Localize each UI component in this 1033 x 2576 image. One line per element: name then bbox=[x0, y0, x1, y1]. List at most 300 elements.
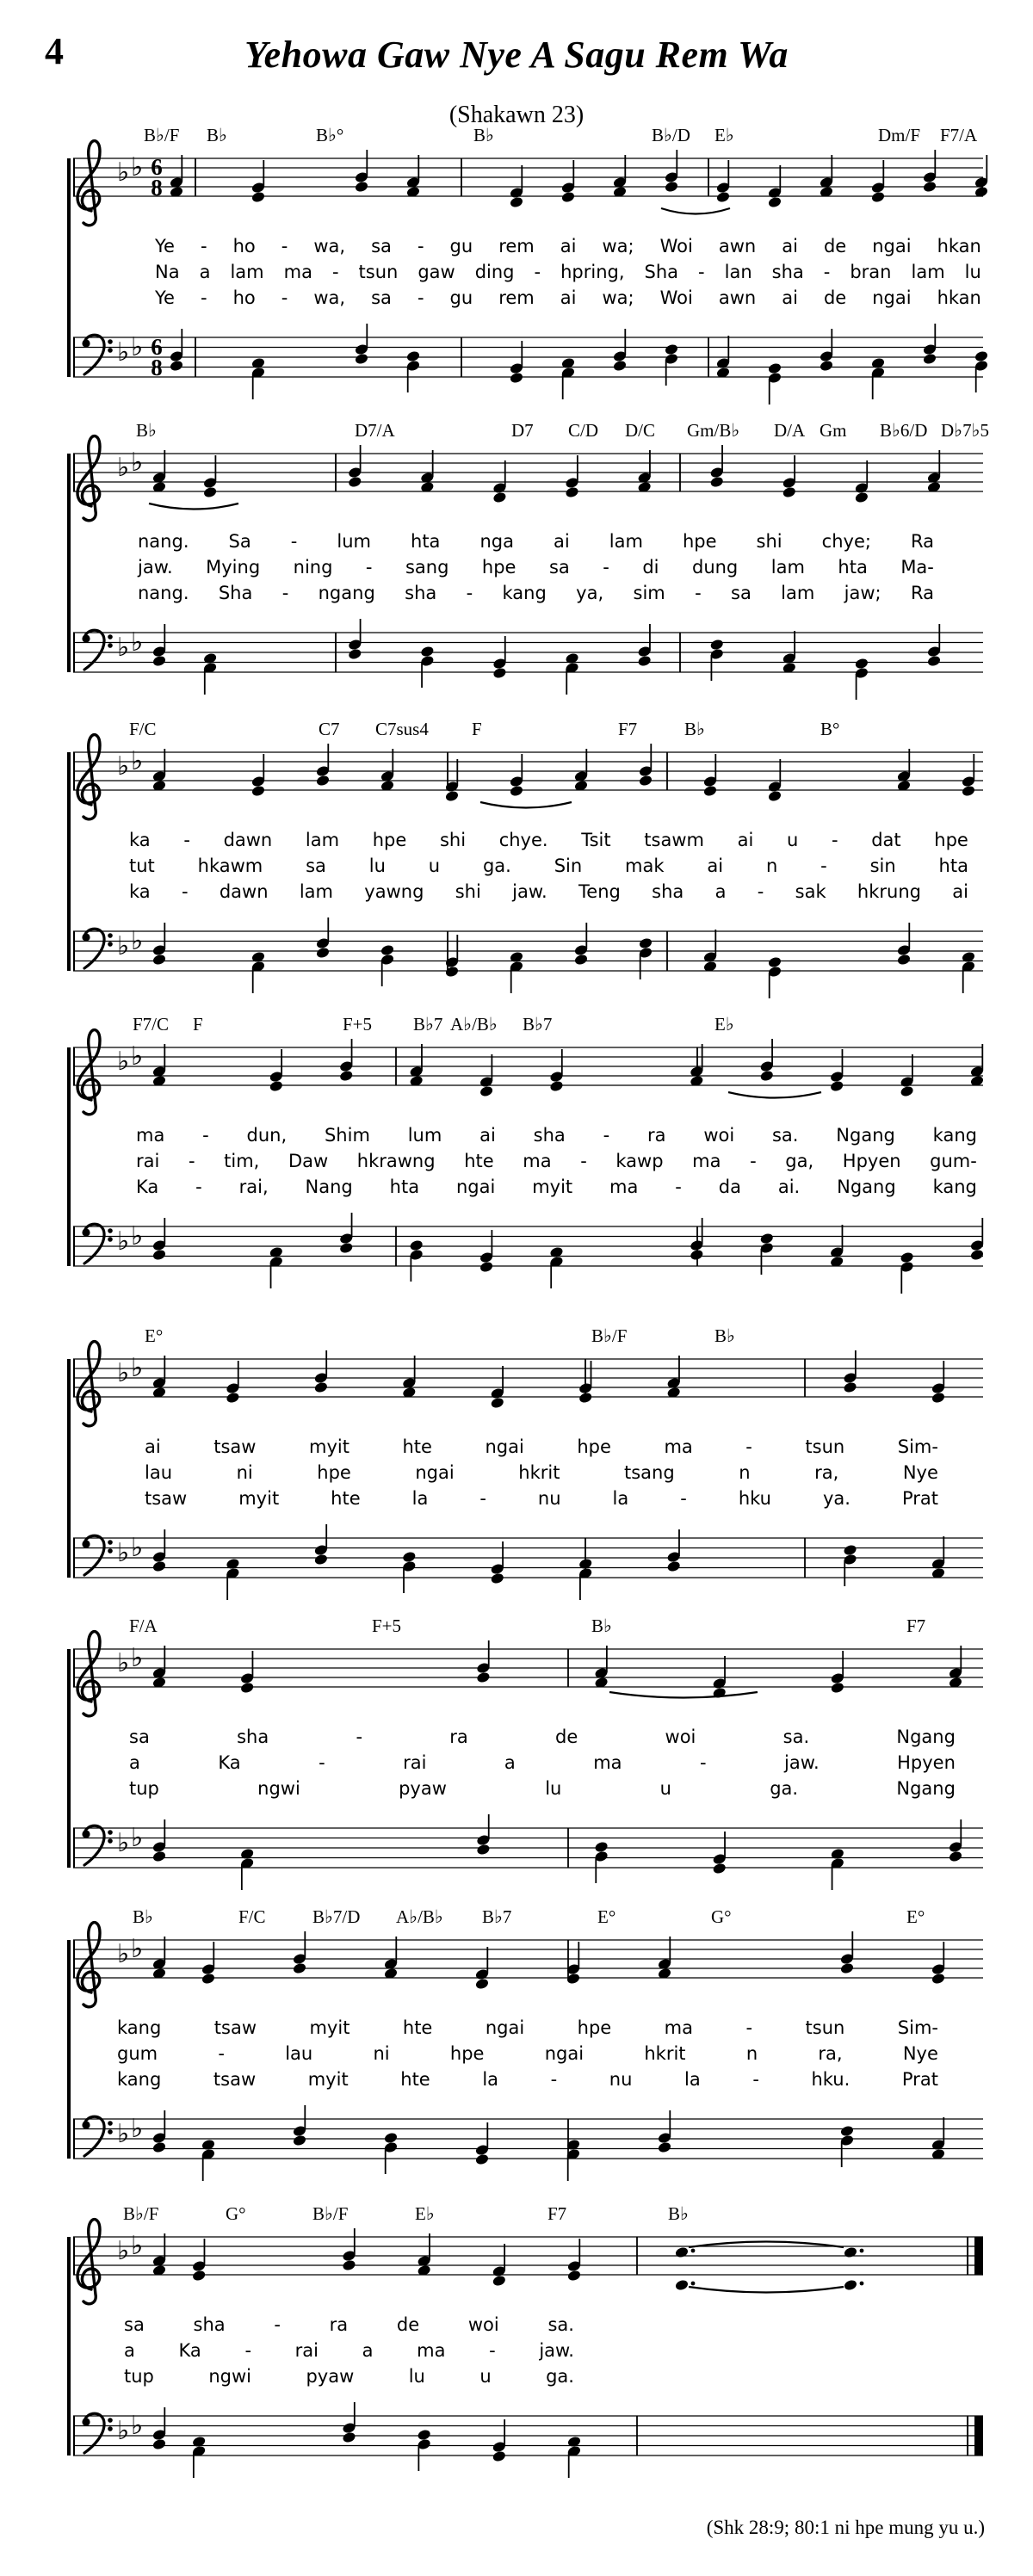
lyric-syllable: hte bbox=[331, 1488, 361, 1509]
note-head bbox=[926, 655, 941, 668]
lyric-syllable: Ka bbox=[178, 2340, 201, 2361]
note-head bbox=[409, 1239, 424, 1252]
flat-sign-icon: ♭ bbox=[131, 1643, 144, 1673]
note-head bbox=[819, 360, 833, 373]
lyric-syllable: lam bbox=[770, 557, 805, 578]
lyric-syllable: chye. bbox=[498, 830, 548, 850]
note-head bbox=[354, 353, 368, 366]
lyric-syllable: ai bbox=[952, 881, 968, 902]
treble-staff bbox=[0, 1916, 1033, 2028]
notes bbox=[152, 1524, 945, 1600]
flat-sign-icon: ♭ bbox=[117, 1939, 130, 1969]
flat-sign-icon: ♭ bbox=[131, 926, 144, 956]
note-head bbox=[492, 2450, 506, 2463]
augmentation-dot bbox=[691, 2282, 696, 2286]
flat-sign-icon: ♭ bbox=[131, 2231, 144, 2261]
note-head bbox=[292, 2134, 306, 2147]
lyric-syllable: ra, bbox=[818, 2043, 843, 2064]
flat-sign-icon: ♭ bbox=[117, 751, 130, 781]
note-head bbox=[152, 1249, 166, 1262]
lyric-syllable: tim, bbox=[224, 1151, 260, 1171]
lyric-syllable: lam bbox=[305, 830, 340, 850]
lyric-syllable: Shim bbox=[324, 1125, 370, 1146]
lyric-syllable: lan bbox=[724, 262, 752, 282]
lyric-syllable: tsang bbox=[624, 1462, 675, 1483]
lyric-syllable: myit bbox=[307, 2069, 349, 2090]
time-signature bbox=[151, 154, 163, 201]
lyric-syllable: woi bbox=[703, 1125, 735, 1146]
lyric-syllable: hkawm bbox=[197, 856, 263, 876]
treble-clef-icon bbox=[77, 141, 100, 225]
lyrics-line-3 bbox=[155, 287, 981, 309]
chord-symbol: F bbox=[472, 719, 482, 739]
lyric-syllable: wa; bbox=[602, 287, 634, 308]
note-head bbox=[509, 372, 523, 385]
note-head bbox=[492, 2275, 506, 2288]
lyric-syllable: lam bbox=[781, 583, 815, 603]
lyric-syllable: ga. bbox=[482, 856, 511, 876]
key-signature-flats bbox=[117, 152, 143, 188]
bass-clef-dot bbox=[108, 1237, 113, 1242]
lyric-syllable: de bbox=[555, 1727, 578, 1747]
lyrics-line-3 bbox=[145, 1487, 938, 1510]
lyric-syllable: hta bbox=[938, 856, 968, 876]
treble-clef-icon bbox=[77, 2220, 100, 2304]
final-barline-thick bbox=[974, 2416, 983, 2456]
syllable-hyphen: - bbox=[745, 2017, 753, 2038]
lyric-syllable: Sim- bbox=[897, 1436, 938, 1457]
note-head bbox=[479, 1085, 494, 1098]
bass-clef-dot bbox=[108, 2121, 113, 2126]
note-head bbox=[383, 2132, 398, 2145]
lyric-syllable: ra bbox=[449, 1727, 468, 1747]
lyric-syllable: a bbox=[199, 262, 211, 282]
lyric-syllable: ngwi bbox=[208, 2366, 251, 2387]
lyric-syllable: jaw. bbox=[138, 557, 173, 578]
note-head bbox=[417, 2429, 431, 2442]
lyrics-line-2 bbox=[117, 2042, 938, 2065]
lyric-syllable: ngai bbox=[872, 287, 912, 308]
lyric-syllable: hku. bbox=[811, 2069, 851, 2090]
lyric-syllable: ma bbox=[417, 2340, 446, 2361]
chord-symbol: E♭ bbox=[714, 125, 734, 145]
staff-lines bbox=[73, 1226, 983, 1266]
lyric-syllable: sa bbox=[731, 583, 752, 603]
lyric-syllable: hta bbox=[838, 557, 868, 578]
chord-symbol: F7/C bbox=[133, 1014, 170, 1035]
lyric-syllable: ning bbox=[293, 557, 333, 578]
lyric-syllable: rai bbox=[136, 1151, 160, 1171]
lyric-syllable: hpe bbox=[577, 2017, 612, 2038]
lyric-syllable: Na bbox=[155, 262, 180, 282]
lyric-syllable: tsaw bbox=[213, 2069, 257, 2090]
note-head bbox=[709, 476, 724, 489]
chord-symbol: F/A bbox=[129, 1615, 158, 1636]
flat-sign-icon: ♭ bbox=[117, 1047, 130, 1077]
note-head bbox=[854, 491, 869, 504]
chord-symbol: F7/A bbox=[940, 125, 978, 145]
lyric-syllable: gum- bbox=[930, 1151, 977, 1171]
bass-clef-blob bbox=[82, 1540, 90, 1547]
lyric-syllable: n bbox=[739, 1462, 751, 1483]
lyric-syllable: sha bbox=[193, 2314, 226, 2335]
note-head bbox=[476, 1671, 491, 1684]
treble-clef-path bbox=[77, 1632, 100, 1716]
bass-clef-dot bbox=[108, 339, 113, 344]
note-head bbox=[342, 2259, 356, 2272]
lyric-syllable: ho bbox=[232, 236, 256, 256]
note-head bbox=[476, 1844, 491, 1856]
final-barline-thick bbox=[974, 2237, 983, 2275]
note-head bbox=[767, 196, 782, 209]
bass-clef-icon bbox=[82, 929, 112, 968]
flat-sign-icon: ♭ bbox=[117, 931, 130, 961]
bass-staff bbox=[0, 619, 1033, 720]
lyric-syllable: ni bbox=[236, 1462, 253, 1483]
lyric-syllable: hkrit bbox=[644, 2043, 686, 2064]
lyric-syllable: ma bbox=[664, 1436, 693, 1457]
lyrics-line-1 bbox=[136, 1124, 977, 1146]
lyric-syllable: da bbox=[718, 1177, 741, 1197]
lyric-syllable: myit bbox=[238, 1488, 280, 1509]
note-head bbox=[152, 954, 166, 967]
chord-symbol: C/D bbox=[568, 420, 599, 441]
lyric-syllable: lum bbox=[407, 1125, 442, 1146]
lyric-syllable: myit bbox=[309, 2017, 350, 2038]
lyrics-line-3 bbox=[129, 880, 968, 903]
lyrics-line-3 bbox=[138, 582, 934, 604]
bass-staff bbox=[0, 324, 1033, 425]
lyric-syllable: tsun bbox=[805, 2017, 845, 2038]
note-head bbox=[354, 181, 368, 194]
lyric-syllable: tut bbox=[129, 856, 155, 876]
lyric-syllable: Prat bbox=[901, 2069, 938, 2090]
chord-symbol: F7 bbox=[906, 1615, 926, 1636]
flat-sign-icon: ♭ bbox=[117, 2236, 130, 2266]
bass-staff bbox=[0, 1524, 1033, 1626]
note-head bbox=[969, 1249, 984, 1262]
lyric-syllable: pyaw bbox=[306, 2366, 355, 2387]
bass-clef-dot bbox=[108, 643, 113, 648]
note-head bbox=[830, 1682, 844, 1695]
lyric-syllable: sa bbox=[371, 236, 392, 256]
chord-symbol: B♭ bbox=[207, 125, 227, 145]
bass-clef-icon bbox=[82, 1535, 112, 1575]
lyric-syllable: hte bbox=[402, 1436, 432, 1457]
bass-staff bbox=[0, 2105, 1033, 2207]
lyric-syllable: ma bbox=[692, 1151, 721, 1171]
chord-symbol: B♭/F bbox=[123, 2203, 159, 2224]
lyric-syllable: mak bbox=[625, 856, 665, 876]
note-head bbox=[348, 476, 362, 489]
chord-symbol: B♭ bbox=[714, 1325, 735, 1346]
lyric-syllable: ho bbox=[232, 287, 256, 308]
note-head bbox=[839, 2125, 854, 2138]
bass-clef-blob bbox=[82, 2418, 90, 2425]
syllable-hyphen: - bbox=[274, 2314, 281, 2335]
bass-clef-dot bbox=[108, 942, 113, 947]
lyric-syllable: Hpyen bbox=[842, 1151, 901, 1171]
lyric-syllable: ai bbox=[145, 1436, 161, 1457]
lyric-syllable: lau bbox=[145, 1462, 173, 1483]
lyric-syllable: sa bbox=[129, 1727, 150, 1747]
lyric-syllable: ma bbox=[609, 1177, 639, 1197]
lyric-syllable: kang bbox=[932, 1125, 977, 1146]
bass-clef-blob bbox=[82, 1830, 90, 1838]
system-5 bbox=[0, 1326, 1033, 1619]
lyric-syllable: ni bbox=[373, 2043, 390, 2064]
note-head bbox=[900, 1085, 914, 1098]
lyrics-line-3 bbox=[124, 2365, 574, 2388]
bass-clef-dot bbox=[108, 2418, 113, 2423]
syllable-hyphen: - bbox=[281, 583, 289, 603]
lyric-syllable: tsaw bbox=[213, 2017, 257, 2038]
lyric-syllable: Nye bbox=[902, 2043, 938, 2064]
bass-clef-icon bbox=[82, 2116, 112, 2156]
syllable-hyphen: - bbox=[417, 236, 424, 256]
lyric-syllable: nu bbox=[537, 1488, 561, 1509]
lyric-syllable: woi bbox=[665, 1727, 696, 1747]
treble-clef-icon bbox=[77, 1923, 100, 2007]
lyric-syllable: hpe bbox=[577, 1436, 611, 1457]
lyric-syllable: Teng bbox=[578, 881, 621, 902]
lyric-syllable: jaw; bbox=[844, 583, 881, 603]
lyric-syllable: kawp bbox=[615, 1151, 664, 1171]
chord-symbol: B♭/F bbox=[144, 125, 180, 145]
lyric-syllable: Woi bbox=[659, 236, 693, 256]
syllable-hyphen: - bbox=[200, 287, 207, 308]
syllable-hyphen: - bbox=[680, 1488, 687, 1509]
system-6 bbox=[0, 1616, 1033, 1909]
note-head bbox=[715, 191, 730, 204]
lyric-syllable: sha bbox=[237, 1727, 269, 1747]
note-head bbox=[759, 1232, 774, 1245]
lyric-syllable: tsun bbox=[805, 1436, 845, 1457]
syllable-hyphen: - bbox=[356, 1727, 363, 1747]
note-head bbox=[152, 655, 166, 668]
lyric-syllable: ka bbox=[129, 881, 151, 902]
lyric-syllable: hpe bbox=[449, 2043, 485, 2064]
lyric-syllable: hkrawng bbox=[356, 1151, 436, 1171]
note-head bbox=[201, 1973, 215, 1986]
lyric-syllable: bran bbox=[850, 262, 892, 282]
bass-clef-dot bbox=[108, 1838, 113, 1844]
system-3 bbox=[0, 720, 1033, 1012]
chord-symbol: F+5 bbox=[343, 1014, 373, 1035]
lyric-syllable: tsaw bbox=[145, 1488, 188, 1509]
page-number: 4 bbox=[45, 30, 64, 72]
note-head bbox=[870, 191, 885, 204]
lyric-syllable: Prat bbox=[901, 1488, 938, 1509]
treble-staff bbox=[0, 134, 1033, 246]
lyric-syllable: Nye bbox=[902, 1462, 938, 1483]
note-head bbox=[759, 1070, 774, 1083]
chord-symbol: B♭/F bbox=[591, 1325, 628, 1346]
syllable-hyphen: - bbox=[752, 2069, 759, 2090]
notes bbox=[169, 324, 988, 405]
note-head bbox=[152, 1560, 166, 1573]
bass-clef-dot bbox=[108, 1540, 113, 1545]
chord-symbol: F7 bbox=[547, 2203, 567, 2224]
lyric-syllable: Mying bbox=[206, 557, 261, 578]
note-head bbox=[342, 2431, 356, 2444]
lyric-syllable: gaw bbox=[418, 262, 455, 282]
lyric-syllable: Sa bbox=[228, 531, 251, 552]
note-head bbox=[594, 1841, 609, 1854]
syllable-hyphen: - bbox=[218, 2043, 225, 2064]
lyric-syllable: rai bbox=[294, 2340, 319, 2361]
notes bbox=[152, 2105, 945, 2181]
chord-symbol: G° bbox=[226, 2203, 246, 2224]
chord-symbol: Gm bbox=[820, 420, 847, 441]
key-signature-flats bbox=[117, 1533, 143, 1568]
chord-symbol: E♭ bbox=[415, 2203, 435, 2224]
flat-sign-icon: ♭ bbox=[117, 1648, 130, 1678]
note-head bbox=[638, 937, 653, 950]
note-head bbox=[315, 947, 330, 960]
lyric-syllable: ra, bbox=[814, 1462, 839, 1483]
chord-symbol: E° bbox=[906, 1906, 925, 1927]
lyric-syllable: lam bbox=[230, 262, 264, 282]
lyric-syllable: ya, bbox=[576, 583, 604, 603]
staff-lines bbox=[73, 1047, 983, 1085]
note-head bbox=[313, 1554, 328, 1566]
note-head bbox=[380, 944, 394, 957]
lyrics-line-2 bbox=[138, 556, 934, 578]
chord-symbol: B♭/F bbox=[312, 2203, 349, 2224]
time-signature-bottom: 8 bbox=[151, 175, 163, 201]
treble-clef-icon bbox=[77, 436, 100, 521]
flat-sign-icon: ♭ bbox=[131, 448, 144, 478]
lyric-syllable: hkrit bbox=[518, 1462, 560, 1483]
syllable-hyphen: - bbox=[331, 262, 339, 282]
chord-symbol: A♭/B♭ bbox=[450, 1014, 498, 1035]
bass-clef-dot bbox=[108, 933, 113, 938]
flat-sign-icon: ♭ bbox=[117, 2119, 130, 2149]
bass-clef-dot bbox=[108, 1548, 113, 1554]
bass-clef-dot bbox=[108, 634, 113, 639]
flat-sign-icon: ♭ bbox=[131, 1823, 144, 1853]
staff-lines bbox=[73, 337, 983, 377]
lyric-syllable: myit bbox=[532, 1177, 573, 1197]
lyric-syllable: hta bbox=[389, 1177, 420, 1197]
lyric-syllable: ai bbox=[560, 287, 577, 308]
lyric-syllable: a bbox=[362, 2340, 374, 2361]
lyric-syllable: Ye bbox=[155, 236, 175, 256]
key-signature-flats bbox=[117, 2231, 143, 2266]
lyric-syllable: ra bbox=[646, 1125, 666, 1146]
lyric-syllable: lu bbox=[408, 2366, 425, 2387]
lyric-syllable: nu bbox=[609, 2069, 633, 2090]
syllable-hyphen: - bbox=[290, 531, 298, 552]
lyric-syllable: n bbox=[745, 2043, 758, 2064]
time-signature bbox=[151, 334, 163, 380]
treble-clef-path bbox=[77, 735, 100, 819]
chord-symbol: E° bbox=[597, 1906, 616, 1927]
staff-lines bbox=[73, 1649, 983, 1687]
chord-symbol: B♭ bbox=[473, 125, 494, 145]
lyric-syllable: hta bbox=[411, 531, 441, 552]
bass-clef-dot bbox=[108, 2129, 113, 2134]
lyric-syllable: gu bbox=[449, 236, 473, 256]
note-head bbox=[900, 1251, 914, 1264]
chord-symbol: D/A bbox=[774, 420, 806, 441]
song-title: Yehowa Gaw Nye A Sagu Rem Wa bbox=[244, 34, 789, 76]
treble-clef-path bbox=[77, 141, 100, 225]
lyric-syllable: hte bbox=[464, 1151, 494, 1171]
lyric-syllable: jaw. bbox=[784, 1752, 820, 1773]
lyric-syllable: rem bbox=[498, 287, 535, 308]
lyric-syllable: ngai bbox=[415, 1462, 455, 1483]
notes bbox=[152, 917, 975, 998]
note-head bbox=[637, 655, 652, 668]
lyric-syllable: rem bbox=[498, 236, 535, 256]
note-head bbox=[830, 1080, 844, 1093]
lyrics-line-2 bbox=[124, 2339, 574, 2362]
lyric-syllable: kang bbox=[117, 2017, 162, 2038]
lyric-syllable: ai bbox=[782, 287, 798, 308]
note-head bbox=[767, 956, 782, 969]
lyric-syllable: ai bbox=[737, 830, 754, 850]
lyric-syllable: ai bbox=[479, 1125, 496, 1146]
flat-sign-icon: ♭ bbox=[117, 1358, 130, 1388]
bass-clef-dot bbox=[108, 1830, 113, 1835]
bass-clef-icon bbox=[82, 630, 112, 670]
system-7 bbox=[0, 1907, 1033, 2200]
bass-staff bbox=[0, 1814, 1033, 1916]
lyric-syllable: shi bbox=[756, 531, 782, 552]
syllable-hyphen: - bbox=[244, 2340, 252, 2361]
notes bbox=[152, 1213, 984, 1294]
syllable-hyphen: - bbox=[181, 881, 189, 902]
bass-clef-blob bbox=[82, 634, 90, 642]
lyric-syllable: sa. bbox=[547, 2314, 574, 2335]
treble-staff bbox=[0, 1023, 1033, 1135]
syllable-hyphen: - bbox=[534, 262, 541, 282]
lyric-syllable: ngai bbox=[485, 2017, 525, 2038]
key-signature-flats bbox=[117, 1643, 143, 1678]
treble-clef-path bbox=[77, 436, 100, 521]
flat-sign-icon: ♭ bbox=[131, 1041, 144, 1072]
lyric-syllable: tup bbox=[124, 2366, 154, 2387]
flat-sign-icon: ♭ bbox=[117, 1226, 130, 1257]
tie-slur bbox=[149, 503, 238, 510]
flat-sign-icon: ♭ bbox=[131, 1353, 144, 1383]
lyric-syllable: shi bbox=[439, 830, 467, 850]
note-head bbox=[313, 1381, 328, 1394]
lyric-syllable: ga. bbox=[770, 1778, 799, 1799]
note-head bbox=[612, 360, 627, 373]
chord-symbol: B♭7/D bbox=[312, 1906, 361, 1927]
flat-sign-icon: ♭ bbox=[117, 1538, 130, 1568]
note-head bbox=[566, 2270, 581, 2283]
lyrics-line-1 bbox=[138, 530, 934, 553]
lyric-syllable: lu bbox=[964, 262, 981, 282]
note-head bbox=[152, 2141, 166, 2154]
note-head bbox=[203, 486, 218, 499]
chord-symbol: E° bbox=[145, 1325, 164, 1346]
syllable-hyphen: - bbox=[820, 856, 827, 876]
lyric-syllable: a bbox=[714, 881, 727, 902]
syllable-hyphen: - bbox=[750, 1151, 757, 1171]
note-head bbox=[767, 362, 782, 375]
syllable-hyphen: - bbox=[200, 236, 207, 256]
treble-clef-icon bbox=[77, 1632, 100, 1716]
lyric-syllable: sha bbox=[771, 262, 804, 282]
bass-staff bbox=[0, 2402, 1033, 2504]
note-head bbox=[782, 486, 796, 499]
note-head bbox=[474, 1978, 489, 1991]
